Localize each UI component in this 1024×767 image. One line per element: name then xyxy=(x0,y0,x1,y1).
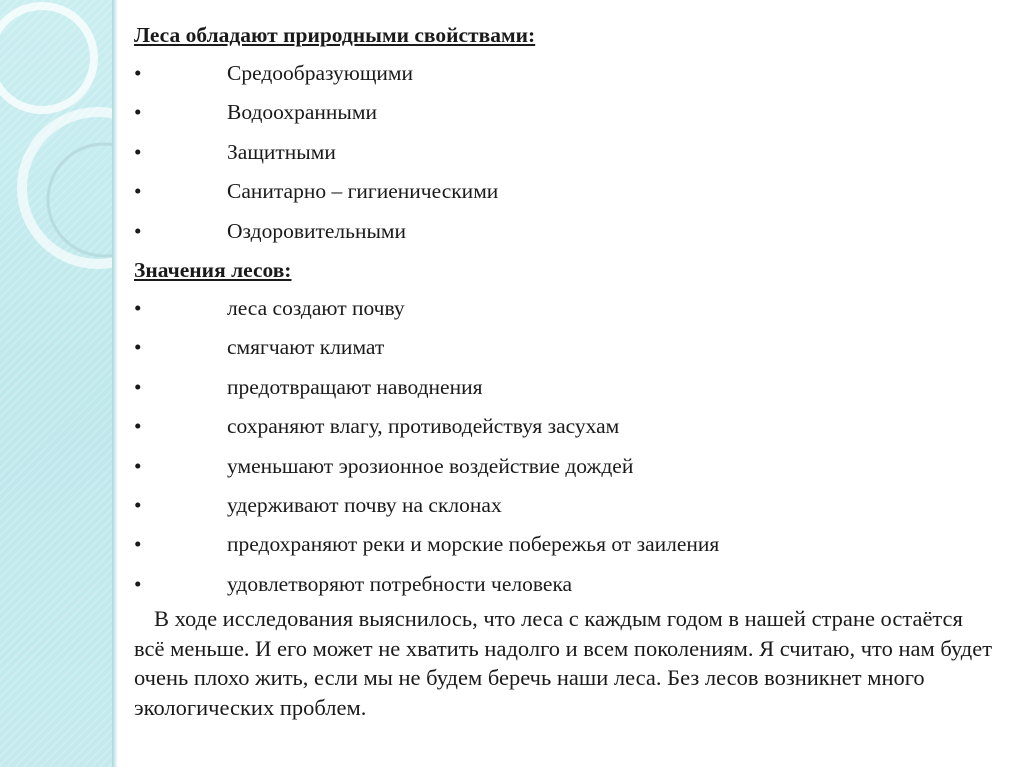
list-item-label: удерживают почву на склонах xyxy=(227,492,502,517)
properties-heading xyxy=(134,16,1004,54)
list-item-label: леса создают почву xyxy=(227,295,405,320)
list-item-label: предотвращают наводнения xyxy=(227,374,483,399)
bullet-icon: • xyxy=(134,374,142,399)
list-item-label: Защитными xyxy=(227,139,336,164)
list-item-label: сохраняют влагу, противодействуя засухам xyxy=(227,414,620,439)
properties-heading-text: Леса обладают природными свойствами xyxy=(134,23,529,47)
properties-heading-colon: : xyxy=(528,23,536,47)
bullet-icon: • xyxy=(134,571,142,596)
bullet-icon: • xyxy=(134,218,142,243)
list-item xyxy=(134,133,1004,172)
bullet-icon: • xyxy=(134,532,142,557)
list-item xyxy=(134,212,1004,251)
list-item-label: удовлетворяют потребности человека xyxy=(227,571,573,596)
bullet-icon: • xyxy=(134,492,142,517)
list-item-label: Оздоровительными xyxy=(227,218,407,243)
decorative-circles xyxy=(0,0,112,767)
sidebar-edge xyxy=(112,0,118,767)
list-item xyxy=(134,172,1004,211)
bullet-icon: • xyxy=(134,61,142,85)
bullet-icon: • xyxy=(134,335,142,360)
list-item xyxy=(134,93,1004,132)
list-item-label: уменьшают эрозионное воздействие дождей xyxy=(227,453,634,478)
bullet-icon: • xyxy=(134,139,142,164)
slide-content xyxy=(134,16,1004,722)
list-item-label: Санитарно – гигиеническими xyxy=(227,179,499,204)
list-item xyxy=(134,525,1004,564)
bullet-icon: • xyxy=(134,414,142,439)
bullet-icon: • xyxy=(134,295,142,320)
list-item xyxy=(134,328,1004,367)
list-item-label: смягчают климат xyxy=(227,335,385,360)
list-item-label: Средообразующими xyxy=(227,61,414,85)
meanings-heading: Значения лесов: xyxy=(134,257,292,282)
list-item xyxy=(134,486,1004,525)
list-item xyxy=(134,368,1004,407)
list-item xyxy=(134,565,1004,604)
conclusion-paragraph: В ходе исследования выяснилось, что леса с каждым годом в нашей стране остаётся всё меньше. И его может не хватить надолго и всем поколениям. Я считаю, что нам будет очень плохо жить, если мы не будем беречь наши леса. Без лесов возникнет много экологических проблем. xyxy=(134,606,993,720)
bullet-icon: • xyxy=(134,179,142,204)
list-item xyxy=(134,407,1004,446)
list-item xyxy=(134,447,1004,486)
decorative-sidebar xyxy=(0,0,112,767)
list-item-label: предохраняют реки и морские побережья от заиления xyxy=(227,532,720,557)
list-item xyxy=(134,289,1004,328)
properties-list xyxy=(134,54,1004,251)
bullet-icon: • xyxy=(134,453,142,478)
list-item-label: Водоохранными xyxy=(227,100,377,125)
list-item xyxy=(134,54,1004,93)
bullet-icon: • xyxy=(134,100,142,125)
meanings-list xyxy=(134,289,1004,604)
